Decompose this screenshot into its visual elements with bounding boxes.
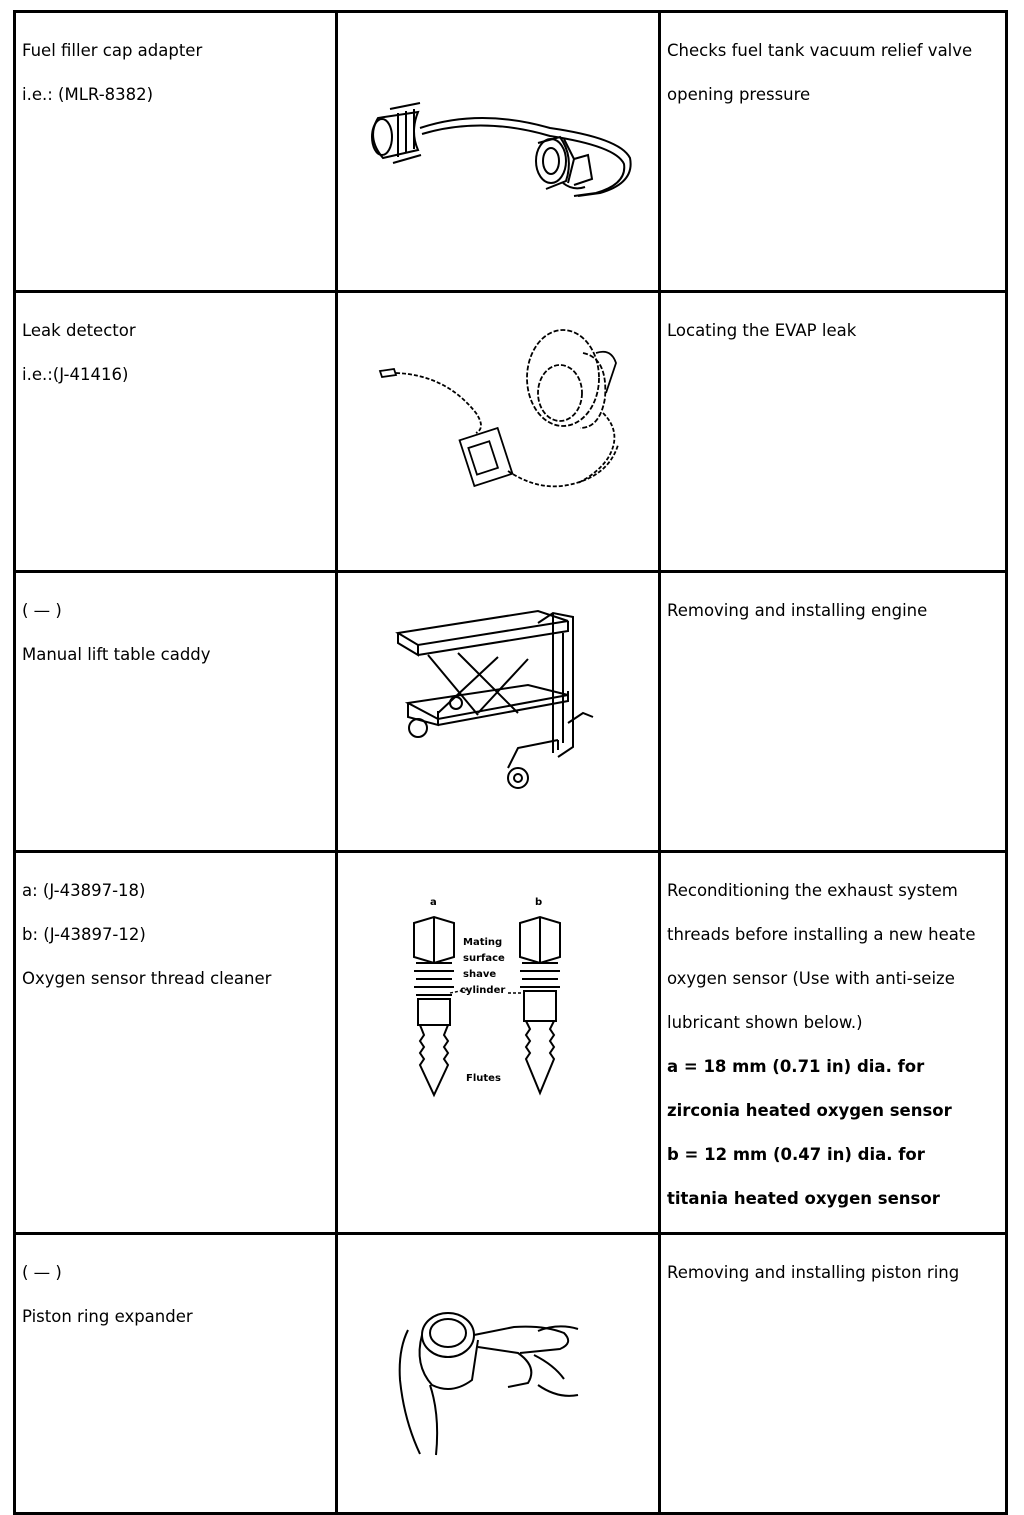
tool-illustration-cell <box>337 292 660 572</box>
tool-number: i.e.:(J-41416) <box>22 365 129 384</box>
tool-name-cell <box>15 572 337 852</box>
label-mating: Mating <box>463 937 503 948</box>
tool-name-cell <box>15 1234 337 1514</box>
oxygen-sensor-thread-cleaner-illustration <box>338 853 655 1127</box>
special-tools-table <box>13 10 1008 1515</box>
tool-purpose-cell <box>660 572 1007 852</box>
spec-line: a = 18 mm (0.71 in) dia. for <box>667 1057 925 1076</box>
purpose-line: threads before installing a new heate <box>667 925 976 944</box>
tool-number-a: a: (J-43897-18) <box>22 881 146 900</box>
label-flutes: Flutes <box>466 1073 501 1084</box>
tool-illustration-cell <box>337 12 660 292</box>
leak-detector-illustration <box>338 293 655 567</box>
purpose-line: Locating the EVAP leak <box>667 321 857 340</box>
purpose-line: opening pressure <box>667 85 811 104</box>
tool-name: Manual lift table caddy <box>22 645 211 664</box>
table-row <box>15 292 1007 572</box>
spec-line: titania heated oxygen sensor <box>667 1189 940 1208</box>
tool-name: Leak detector <box>22 321 136 340</box>
table-row <box>15 12 1007 292</box>
table-row <box>15 572 1007 852</box>
tool-name: Oxygen sensor thread cleaner <box>22 969 272 988</box>
spec-line: b = 12 mm (0.47 in) dia. for <box>667 1145 925 1164</box>
tool-number: ( — ) <box>22 1263 62 1282</box>
tool-number: ( — ) <box>22 601 62 620</box>
tool-purpose-cell <box>660 12 1007 292</box>
purpose-line: Checks fuel tank vacuum relief valve <box>667 41 973 60</box>
label-b: b <box>535 897 543 908</box>
label-cylinder: cylinder <box>460 985 506 996</box>
label-a: a <box>430 897 437 908</box>
tool-illustration-cell <box>337 852 660 1234</box>
piston-ring-expander-illustration <box>338 1235 655 1509</box>
manual-lift-table-caddy-illustration <box>338 573 655 847</box>
label-surface: surface <box>463 953 505 964</box>
tool-name-cell <box>15 12 337 292</box>
tool-purpose-cell <box>660 292 1007 572</box>
tool-purpose-cell <box>660 852 1007 1234</box>
tool-name: Piston ring expander <box>22 1307 193 1326</box>
tool-illustration-cell <box>337 1234 660 1514</box>
fuel-filler-cap-adapter-illustration <box>338 13 655 287</box>
spec-line: zirconia heated oxygen sensor <box>667 1101 952 1120</box>
tool-name-cell <box>15 292 337 572</box>
purpose-line: Removing and installing engine <box>667 601 928 620</box>
purpose-line: lubricant shown below.) <box>667 1013 863 1032</box>
purpose-line: Removing and installing piston ring <box>667 1263 960 1282</box>
tool-name: Fuel filler cap adapter <box>22 41 203 60</box>
label-shave: shave <box>463 969 497 980</box>
tool-number: i.e.: (MLR-8382) <box>22 85 154 104</box>
table-row <box>15 852 1007 1234</box>
table-row <box>15 1234 1007 1514</box>
tool-illustration-cell <box>337 572 660 852</box>
purpose-line: oxygen sensor (Use with anti-seize <box>667 969 955 988</box>
tool-name-cell <box>15 852 337 1234</box>
tool-number-b: b: (J-43897-12) <box>22 925 146 944</box>
tool-purpose-cell <box>660 1234 1007 1514</box>
purpose-line: Reconditioning the exhaust system <box>667 881 958 900</box>
